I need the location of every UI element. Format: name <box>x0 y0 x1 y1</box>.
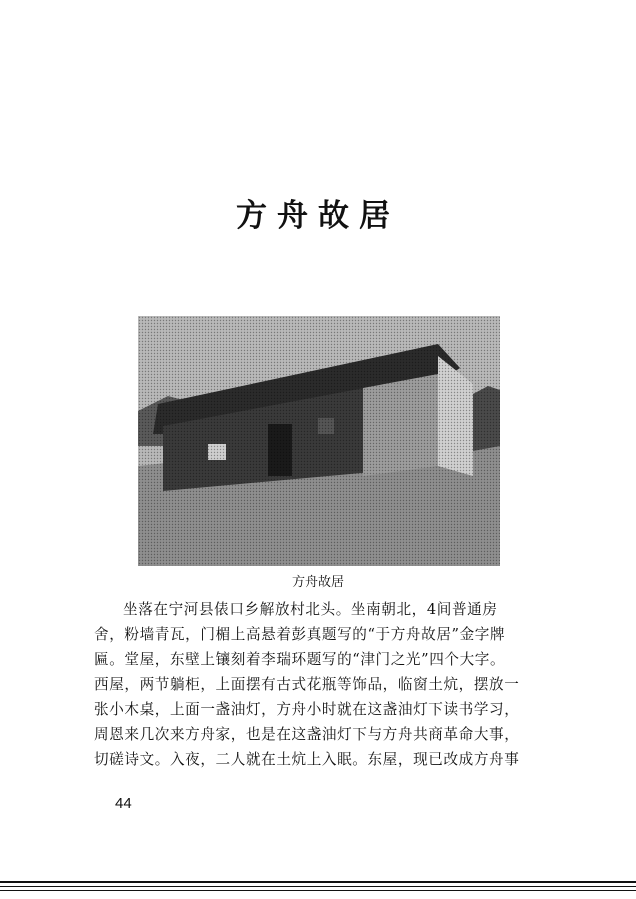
body-line: 切磋诗文。入夜，二人就在土炕上入眠。东屋，现已改成方舟事 <box>94 751 520 768</box>
body-line: 周恩来几次来方舟家，也是在这盏油灯下与方舟共商革命大事， <box>94 726 520 743</box>
house-photo-illustration <box>138 316 500 566</box>
body-line: 匾。堂屋，东壁上镶刻着李瑞环题写的“津门之光”四个大字。 <box>94 651 506 668</box>
page-title: 方舟故居 <box>236 198 400 234</box>
halftone-texture <box>138 316 500 566</box>
body-line: 舍，粉墙青瓦，门楣上高悬着彭真题写的“于方舟故居”金字牌 <box>94 626 506 643</box>
footer-rule <box>0 886 636 887</box>
body-text <box>94 597 556 772</box>
house-photo <box>138 316 500 566</box>
page-number: 44 <box>115 795 132 812</box>
body-line: 坐落在宁河县俵口乡解放村北头。坐南朝北，4间普通房 <box>123 601 498 618</box>
footer-rule <box>0 890 636 891</box>
body-line: 西屋，两节躺柜，上面摆有古式花瓶等饰品，临窗土炕，摆放一 <box>94 676 520 693</box>
photo-caption: 方舟故居 <box>291 575 344 590</box>
body-line: 张小木桌，上面一盏油灯，方舟小时就在这盏油灯下读书学习， <box>94 701 520 718</box>
footer-rule <box>0 881 636 883</box>
